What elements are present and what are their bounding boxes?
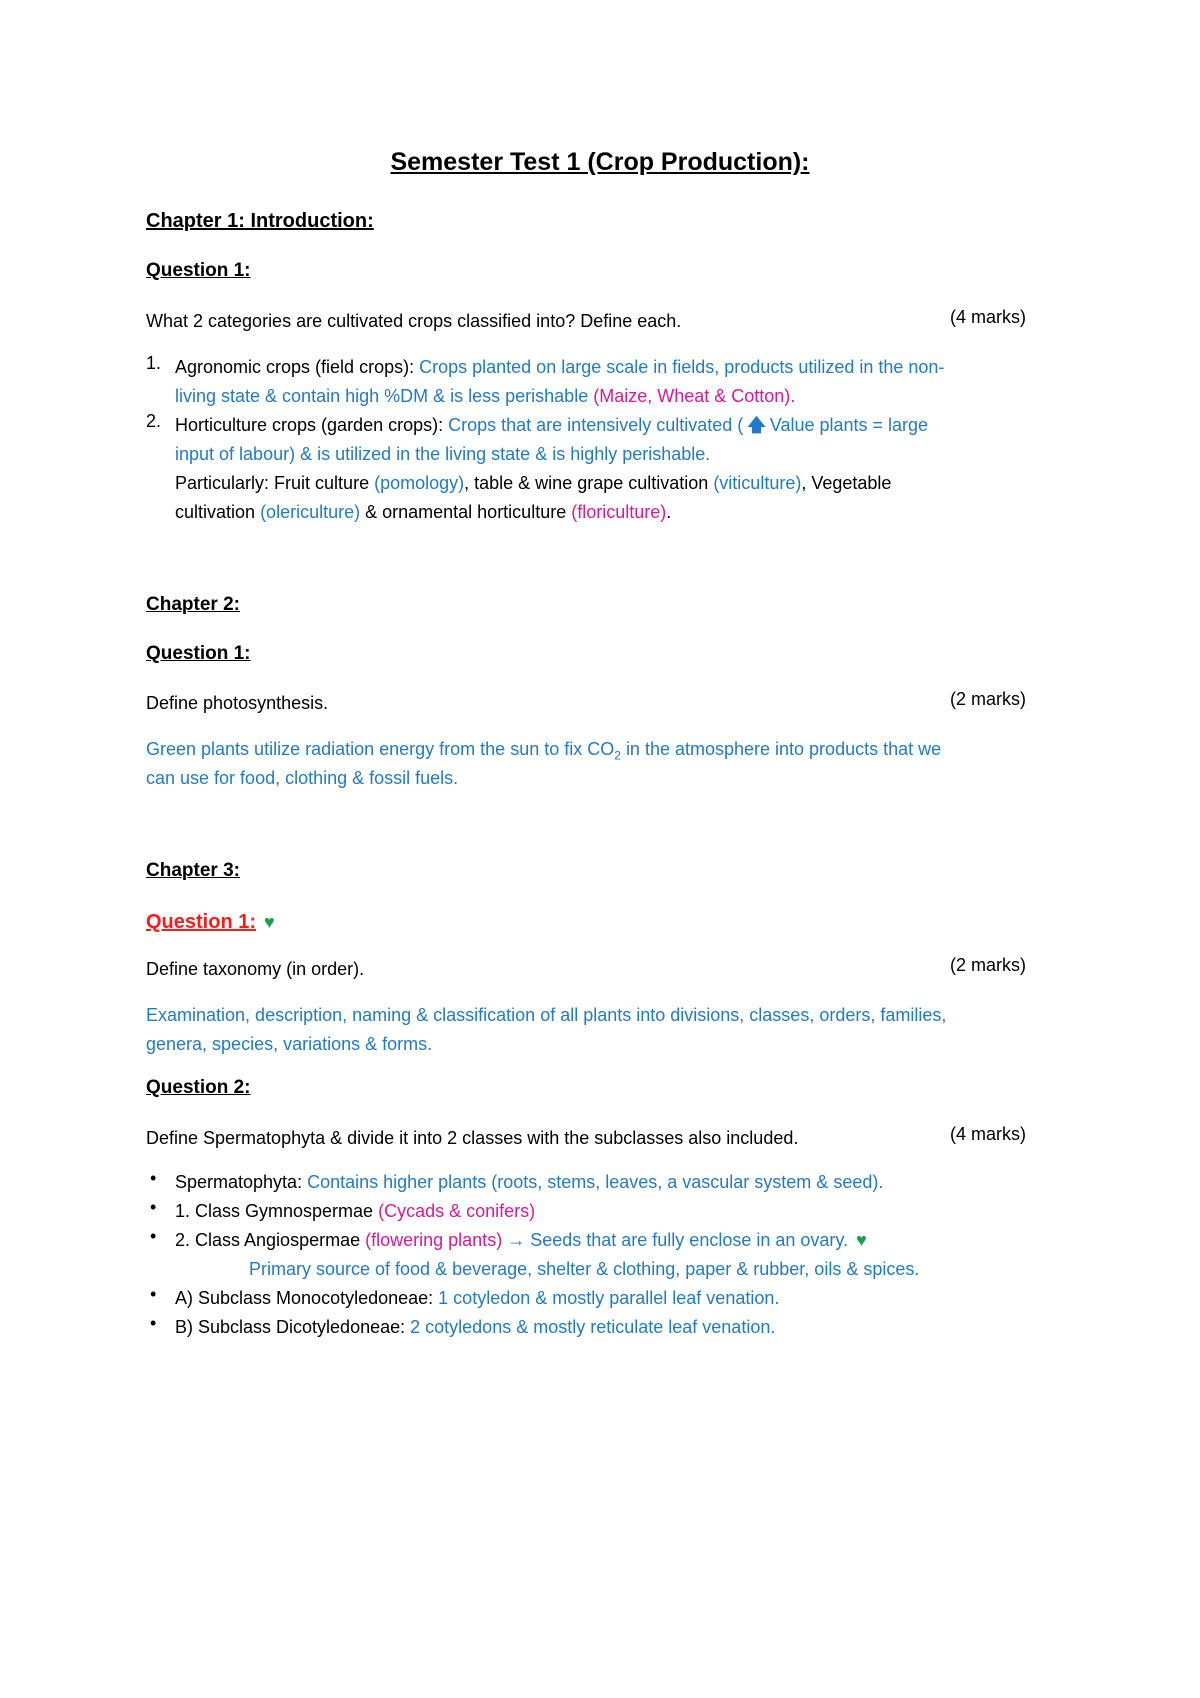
list-number-1: 1. [146,353,162,373]
item-definition: Contains higher plants (roots, stems, leaves, a vascular system & seed). [307,1172,884,1192]
ch3-q1-marks: (2 marks) [950,955,1026,975]
horticulture-crops-line2: input of labour) & is utilized in the living state & is highly perishable. [175,444,711,464]
chapter-2-heading: Chapter 2: [146,594,240,615]
item-term: Agronomic crops (field crops): [175,357,415,377]
ch3-q1-text: Define taxonomy (in order). [146,959,365,979]
angiospermae-line2: Primary source of food & beverage, shelter & clothing, paper & rubber, oils & spices. [249,1259,920,1279]
text-ornamental: & ornamental horticulture [365,502,567,522]
item-term: Spermatophyta: [175,1172,303,1192]
item-term: B) Subclass Dicotyledoneae: [175,1317,406,1337]
answer-text: in the atmosphere into products that we [625,739,942,759]
ch3-q2-text: Define Spermatophyta & divide it into 2 classes with the subclasses also included. [146,1128,799,1148]
item-paren: (flowering plants) [365,1230,503,1250]
page-title: Semester Test 1 (Crop Production): [390,148,810,176]
term-olericulture: (olericulture) [260,502,361,522]
subscript-2: 2 [614,748,621,763]
bullet-icon: • [150,1284,157,1304]
monocotyledoneae-item [175,1284,779,1313]
particularly-label: Particularly: [175,473,270,493]
chapter-3-heading: Chapter 3: [146,860,240,881]
ch3-q1-answer-line2: genera, species, variations & forms. [146,1034,433,1054]
ch2-q1-answer-line2: can use for food, clothing & fossil fuels. [146,768,459,788]
ch2-question-1-label: Question 1: [146,643,251,664]
arrow-right-icon: → [507,1230,526,1250]
ch1-question-1-label: Question 1: [146,260,251,281]
horticulture-line4 [175,498,671,527]
item-definition: (Cycads & conifers) [378,1201,536,1221]
item-term: 2. Class Angiospermae [175,1230,361,1250]
answer-text: Green plants utilize radiation energy from the sun to fix CO [146,739,615,759]
heart-icon: ♥ [264,912,275,932]
agronomic-crops-item [175,353,944,382]
bullet-icon: • [150,1197,157,1217]
item-term: Horticulture crops (garden crops): [175,415,444,435]
ch1-q1-marks: (4 marks) [950,307,1026,327]
text-vegetable: , Vegetable [801,473,892,493]
spermatophyta-item [175,1168,883,1197]
ch3-q1-answer-line1: Examination, description, naming & classification of all plants into divisions, classes, orders, families, [146,1005,947,1025]
text-fruit: Fruit culture [274,473,370,493]
item-definition: 1 cotyledon & mostly parallel leaf venation. [438,1288,780,1308]
gymnospermae-item [175,1197,535,1226]
arrow-up-icon: 🡅 [747,415,766,435]
chapter-1-heading: Chapter 1: Introduction: [146,210,374,232]
bullet-icon: • [150,1226,157,1246]
item-definition: Seeds that are fully enclose in an ovary. [530,1230,849,1250]
ch2-q1-marks: (2 marks) [950,689,1026,709]
dicotyledoneae-item [175,1313,775,1342]
term-pomology: (pomology) [374,473,465,493]
item-definition: Crops that are intensively cultivated ( [448,415,744,435]
bullet-icon: • [150,1313,157,1333]
ch3-question-2-label: Question 2: [146,1077,251,1098]
horticulture-particularly-line [175,469,891,498]
angiospermae-item [175,1226,867,1255]
item-definition: 2 cotyledons & mostly reticulate leaf venation. [410,1317,776,1337]
item-definition: Value plants = large [769,415,929,435]
item-term: A) Subclass Monocotyledoneae: [175,1288,434,1308]
text-period: . [666,502,672,522]
list-number-2: 2. [146,411,162,431]
ch3-question-1-row [146,908,275,937]
text-grape: , table & wine grape cultivation [464,473,709,493]
item-term: 1. Class Gymnospermae [175,1201,374,1221]
ch1-q1-text: What 2 categories are cultivated crops classified into? Define each. [146,311,682,331]
item-examples: (Maize, Wheat & Cotton). [593,386,796,406]
item-definition: Crops planted on large scale in fields, products utilized in the non- [419,357,945,377]
heart-icon: ♥ [856,1230,867,1250]
item-definition: living state & contain high %DM & is less perishable [175,386,589,406]
term-viticulture: (viticulture) [713,473,802,493]
term-floriculture: (floriculture) [571,502,667,522]
ch3-q2-marks: (4 marks) [950,1124,1026,1144]
bullet-icon: • [150,1168,157,1188]
ch3-question-1-label: Question 1: [146,911,257,933]
horticulture-crops-item [175,411,928,440]
agronomic-crops-item-line2 [175,382,795,411]
ch2-q1-text: Define photosynthesis. [146,693,329,713]
text-cultivation: cultivation [175,502,256,522]
